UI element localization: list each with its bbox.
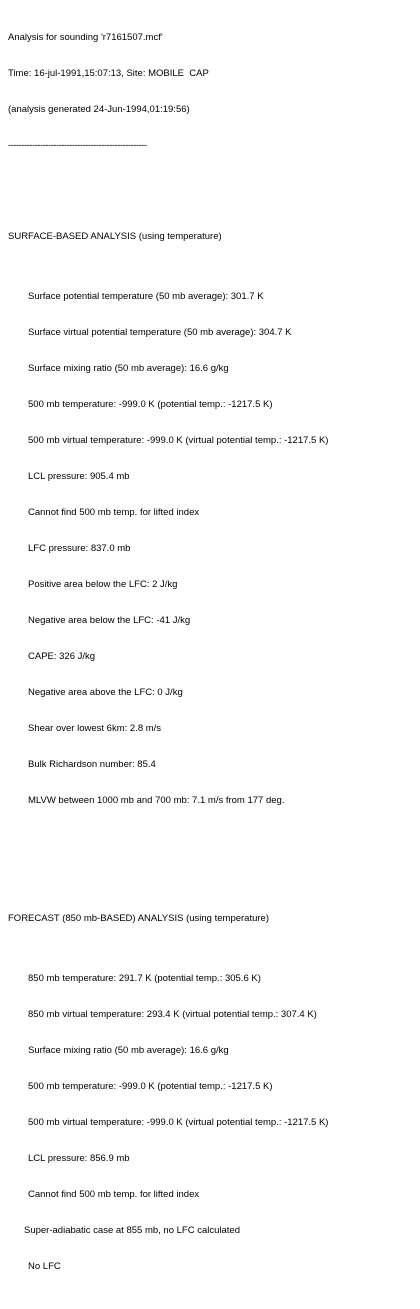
forecast-line: 500 mb virtual temperature: -999.0 K (virtual potential temp.: -1217.5 K): [28, 1117, 329, 1128]
forecast-tail-line: No LFC: [28, 1261, 61, 1272]
spacer: [8, 188, 416, 195]
surface-line: LCL pressure: 905.4 mb: [28, 471, 130, 482]
surface-line: Bulk Richardson number: 85.4: [28, 759, 156, 770]
surface-line: Surface mixing ratio (50 mb average): 16.6 g/kg: [28, 363, 229, 374]
forecast-line: 500 mb temperature: -999.0 K (potential temp.: -1217.5 K): [28, 1081, 273, 1092]
report-time-site: Time: 16-jul-1991,15:07:13, Site: MOBILE CAP: [8, 68, 209, 79]
spacer: [8, 867, 416, 877]
surface-line: Surface potential temperature (50 mb average): 301.7 K: [28, 291, 264, 302]
surface-line: MLVW between 1000 mb and 700 mb: 7.1 m/s from 177 deg.: [28, 795, 285, 806]
surface-line: Negative area below the LFC: -41 J/kg: [28, 615, 191, 626]
forecast-line: 850 mb virtual temperature: 293.4 K (virtual potential temp.: 307.4 K): [28, 1009, 317, 1020]
report-title: Analysis for sounding 'r7161507.mcf': [8, 32, 163, 43]
surface-line: Positive area below the LFC: 2 J/kg: [28, 579, 178, 590]
forecast-line: Cannot find 500 mb temp. for lifted index: [28, 1189, 200, 1200]
surface-line: 500 mb temperature: -999.0 K (potential temp.: -1217.5 K): [28, 399, 273, 410]
surface-line: Cannot find 500 mb temp. for lifted index: [28, 507, 200, 518]
surface-section-lines: [8, 267, 416, 831]
surface-line: CAPE: 326 J/kg: [28, 651, 96, 662]
analysis-report: [8, 8, 416, 1309]
separator-rule: ----------------------------------------------------: [8, 140, 147, 151]
forecast-line: LCL pressure: 856.9 mb: [28, 1153, 130, 1164]
forecast-section-heading: FORECAST (850 mb-BASED) ANALYSIS (using temperature): [8, 913, 269, 924]
surface-line: Shear over lowest 6km: 2.8 m/s: [28, 723, 162, 734]
surface-line: Surface virtual potential temperature (50 mb average): 304.7 K: [28, 327, 292, 338]
surface-line: 500 mb virtual temperature: -999.0 K (virtual potential temp.: -1217.5 K): [28, 435, 329, 446]
surface-section-heading: SURFACE-BASED ANALYSIS (using temperature): [8, 231, 222, 242]
forecast-tail-line: Super-adiabatic case at 855 mb, no LFC calculated: [24, 1225, 240, 1236]
forecast-line: 850 mb temperature: 291.7 K (potential temp.: 305.6 K): [28, 973, 261, 984]
forecast-line: Surface mixing ratio (50 mb average): 16.6 g/kg: [28, 1045, 229, 1056]
forecast-section-lines: [8, 949, 416, 1297]
report-generated: (analysis generated 24-Jun-1994,01:19:56): [8, 104, 190, 115]
surface-line: LFC pressure: 837.0 mb: [28, 543, 131, 554]
surface-line: Negative area above the LFC: 0 J/kg: [28, 687, 183, 698]
